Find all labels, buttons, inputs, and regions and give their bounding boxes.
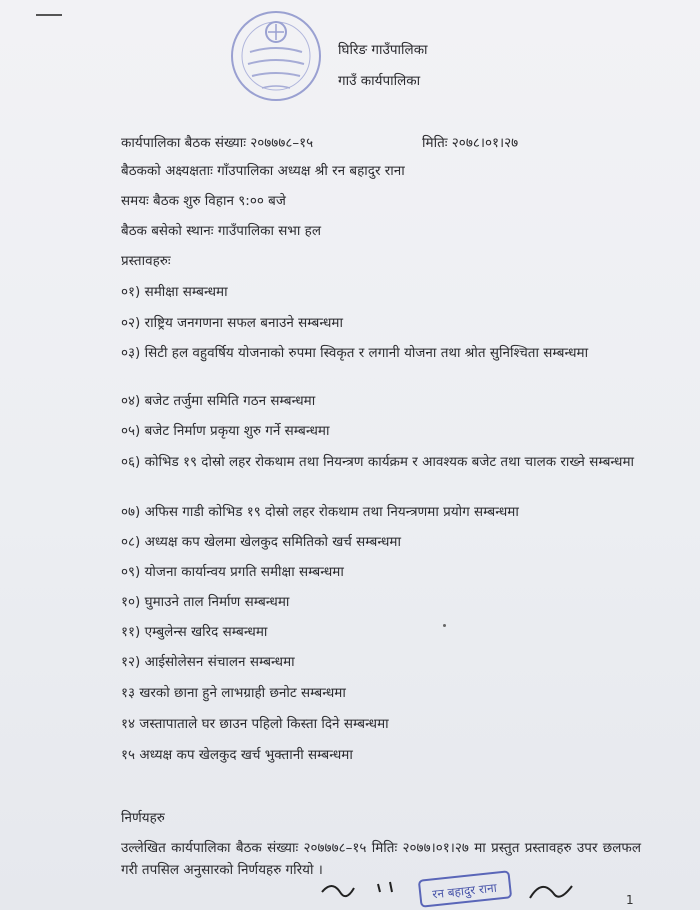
meeting-venue: बैठक बसेको स्थानः गाउँपालिका सभा हल bbox=[121, 223, 322, 239]
paper-speck bbox=[443, 624, 446, 627]
proposal-item: ०६) कोभिड १९ दोस्रो लहर रोकथाम तथा नियन्त्रण कार्यक्रम र आवश्यक बजेट तथा चालक राख्ने सम्बन्धमा bbox=[121, 454, 635, 470]
page-number: 1 bbox=[626, 893, 634, 907]
proposal-item: ०१) समीक्षा सम्बन्धमा bbox=[121, 284, 228, 300]
proposals-heading: प्रस्तावहरुः bbox=[121, 253, 171, 269]
decisions-heading: निर्णयहरु bbox=[121, 810, 165, 826]
meeting-number: कार्यपालिका बैठक संख्याः २०७७७८–१५ bbox=[121, 135, 314, 151]
signature-area bbox=[310, 870, 610, 910]
meeting-chair: बैठकको अक्ष्यक्षताः गाँउपालिका अध्यक्ष श्री रन बहादुर राना bbox=[121, 163, 405, 179]
corner-mark bbox=[36, 14, 62, 16]
org-body: गाउँ कार्यपालिका bbox=[338, 73, 421, 89]
proposal-item: ०३) सिटी हल वहुवर्षिय योजनाको रुपमा स्विकृत र लगानी योजना तथा श्रोत सुनिश्चिता सम्बन्धमा bbox=[121, 345, 589, 361]
proposal-item: १२) आईसोलेसन संचालन सम्बन्धमा bbox=[121, 654, 295, 670]
proposal-item: १४ जस्तापाताले घर छाउन पहिलो किस्ता दिने सम्बन्धमा bbox=[121, 716, 389, 732]
proposal-item: ०७) अफिस गाडी कोभिड १९ दोस्रो लहर रोकथाम तथा नियन्त्रणमा प्रयोग सम्बन्धमा bbox=[121, 504, 519, 520]
proposal-item: ०४) बजेट तर्जुमा समिति गठन सम्बन्धमा bbox=[121, 393, 316, 409]
proposal-item: १३ खरको छाना हुने लाभग्राही छनोट सम्बन्धमा bbox=[121, 685, 346, 701]
proposal-item: १५ अध्यक्ष कप खेलकुद खर्च भुक्तानी सम्बन्धमा bbox=[121, 747, 353, 763]
proposal-item: १०) घुमाउने ताल निर्माण सम्बन्धमा bbox=[121, 594, 290, 610]
proposal-item: ०९) योजना कार्यान्वय प्रगति समीक्षा सम्बन्धमा bbox=[121, 564, 344, 580]
proposal-item: ११) एम्बुलेन्स खरिद सम्बन्धमा bbox=[121, 624, 268, 640]
proposal-item: ०८) अध्यक्ष कप खेलमा खेलकुद समितिको खर्च सम्बन्धमा bbox=[121, 534, 401, 550]
signature-stamp: रन बहादुर राना bbox=[431, 880, 498, 902]
meeting-time: समयः बैठक शुरु विहान ९:०० बजे bbox=[121, 193, 286, 209]
municipality-seal bbox=[228, 8, 324, 104]
decisions-text: उल्लेखित कार्यपालिका बैठक संख्याः २०७७७८–१५ मितिः २०७७।०१।२७ मा प्रस्तुत प्रस्तावहरु उपर छलफल गरी तपसिल अनुसारको निर्णयहरु गरियो । bbox=[121, 840, 641, 878]
org-name: घिरिङ गाउँपालिका bbox=[338, 42, 428, 58]
proposal-item: ०५) बजेट निर्माण प्रकृया शुरु गर्ने सम्बन्धमा bbox=[121, 423, 330, 439]
meeting-date: मितिः २०७८।०१।२७ bbox=[422, 135, 519, 151]
proposal-item: ०२) राष्ट्रिय जनगणना सफल बनाउने सम्बन्धमा bbox=[121, 315, 343, 331]
